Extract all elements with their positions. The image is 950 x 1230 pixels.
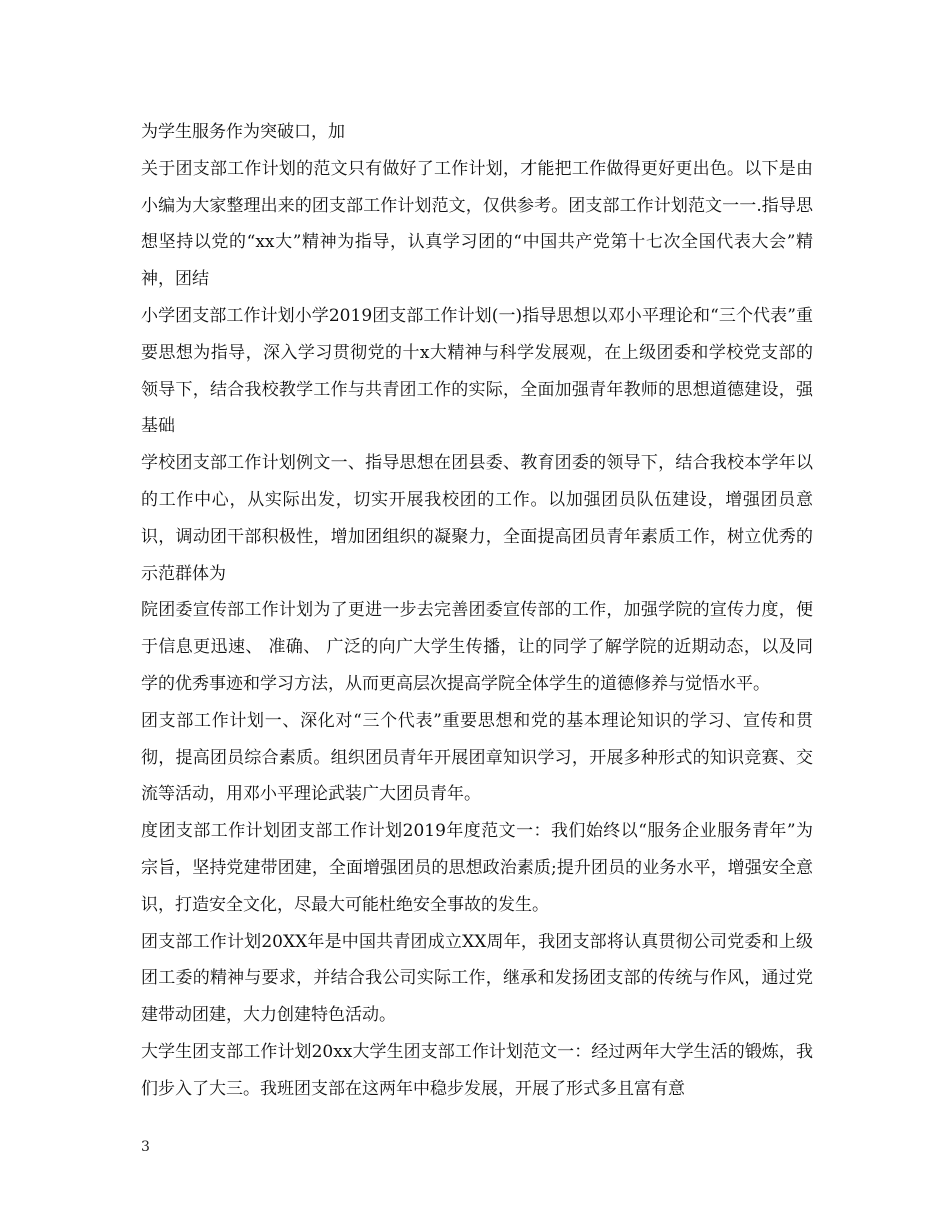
- paragraph: 团支部工作计划20XX年是中国共青团成立XX周年，我团支部将认真贯彻公司党委和上级团工委的精神与要求，并结合我公司实际工作，继承和发扬团支部的传统与作风，通过党建带动团建，大力创建特色活动。: [141, 931, 813, 1026]
- paragraph: 大学生团支部工作计划20xx大学生团支部工作计划范文一：经过两年大学生活的锻炼，我们步入了大三。我班团支部在这两年中稳步发展，开展了形式多且富有意: [141, 1041, 813, 1099]
- paragraph: 小学团支部工作计划小学2019团支部工作计划(一)指导思想以邓小平理论和“三个代表”重要思想为指导，深入学习贯彻党的十x大精神与科学发展观，在上级团委和学校党支部的领导下，结合我校教学工作与共青团工作的实际，全面加强青年教师的思想道德建设，强基础: [141, 305, 813, 437]
- page-body: [141, 114, 813, 1108]
- paragraph: 度团支部工作计划团支部工作计划2019年度范文一：我们始终以“服务企业服务青年”为宗旨，坚持党建带团建，全面增强团员的思想政治素质;提升团员的业务水平，增强安全意识，打造安全文化，尽最大可能杜绝安全事故的发生。: [141, 821, 813, 915]
- paragraph: 关于团支部工作计划的范文只有做好了工作计划，才能把工作做得更好更出色。以下是由小编为大家整理出来的团支部工作计划范文，仅供参考。团支部工作计划范文一一.指导思想坚持以党的“xx大”精神为指导，认真学习团的“中国共产党第十七次全国代表大会”精神，团结: [141, 158, 813, 290]
- paragraph: 院团委宣传部工作计划为了更进一步去完善团委宣传部的工作，加强学院的宣传力度，便于信息更迅速、 准确、 广泛的向广大学生传播，让的同学了解学院的近期动态，以及同学的优秀事迹和学习方法，从而更高层次提高学院全体学生的道德修养与觉悟水平。: [141, 600, 813, 694]
- paragraph: 学校团支部工作计划例文一、指导思想在团县委、教育团委的领导下，结合我校本学年以的工作中心，从实际出发，切实开展我校团的工作。以加强团员队伍建设，增强团员意识，调动团干部积极性，增加团组织的凝聚力，全面提高团员青年素质工作，树立优秀的示范群体为: [141, 453, 813, 584]
- paragraph: 为学生服务作为突破口，加: [141, 122, 345, 142]
- paragraph: 团支部工作计划一、深化对“三个代表”重要思想和党的基本理论知识的学习、宣传和贯彻，提高团员综合素质。组织团员青年开展团章知识学习，开展多种形式的知识竞赛、交流等活动，用邓小平理论武装广大团员青年。: [141, 710, 813, 805]
- page-number: 3: [141, 1139, 150, 1155]
